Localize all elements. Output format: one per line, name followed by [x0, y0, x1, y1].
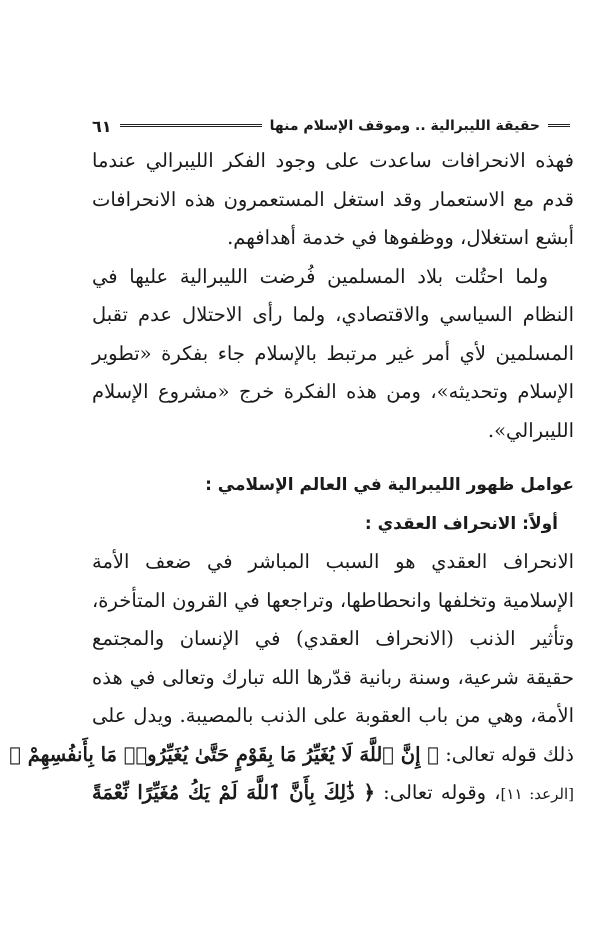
page-body: [9, 142, 574, 813]
text-line: الانحراف العقدي هو السبب المباشر في ضعف الأمة: [92, 550, 574, 573]
quran-line: [92, 774, 574, 813]
text-line: أبشع استغلال، ووظفوها في خدمة أهدافهم.: [227, 226, 574, 249]
quote-intro: ، وقوله تعالى:: [383, 781, 501, 804]
running-header: [92, 112, 570, 140]
verse-reference: [الرعد: ١١]: [500, 785, 574, 803]
text-line: ولما احتُلت بلاد المسلمين فُرضت الليبرالية عليها في: [92, 264, 548, 288]
text-line: الإسلام وتحديثه»، ومن هذه الفكرة خرج «مشروع الإسلام: [92, 380, 574, 403]
quote-intro: ذلك قوله تعالى:: [445, 742, 574, 766]
header-rule: [120, 124, 262, 129]
quran-verse: ﴿ ذَٰلِكَ بِأَنَّ ٱللَّهَ لَمْ يَكُ مُغَيِّرًا نِّعْمَةً: [92, 781, 375, 804]
text-line: الليبرالي».: [487, 418, 574, 442]
header-rule-right: [548, 124, 570, 129]
text-line: فهذه الانحرافات ساعدت على وجود الفكر الليبرالي عندما: [92, 149, 574, 172]
text-line: حقيقة شرعية، وسنة ربانية قدّرها الله تبارك وتعالى في هذه: [92, 665, 574, 689]
text-line: المسلمين لأي أمر غير مرتبط بالإسلام جاء بفكرة «تطوير: [92, 341, 574, 365]
text-line: الأمة، وهي من باب العقوبة على الذنب بالمصيبة. ويدل على: [92, 704, 574, 727]
page-number: ٦١: [92, 116, 112, 136]
text-line: وتأثير الذنب (الانحراف العقدي) في الإنسان والمجتمع: [92, 627, 574, 650]
spacer: [92, 450, 574, 466]
quran-line: [9, 736, 574, 775]
text-line: الإسلامية وتخلفها وانحطاطها، وتراجعها في القرون المتأخرة،: [92, 588, 574, 612]
subsection-heading: أولاً: الانحراف العقدي :: [364, 513, 558, 534]
text-line: قدم مع الاستعمار وقد استغل المستعمرون هذه الانحرافات: [92, 187, 574, 211]
section-heading: عوامل ظهور الليبرالية في العالم الإسلامي :: [205, 475, 574, 495]
quran-verse: ﴿ إِنَّ ٱللَّهَ لَا يُغَيِّرُ مَا بِقَوْمٍ حَتَّىٰ يُغَيِّرُوا۟ مَا بِأَنفُسِهِمْ ﴾: [9, 742, 439, 766]
book-title: حقيقة الليبرالية .. وموقف الإسلام منها: [269, 118, 540, 134]
text-line: النظام السياسي والاقتصادي، ولما رأى الاحتلال عدم تقبل: [92, 303, 574, 326]
